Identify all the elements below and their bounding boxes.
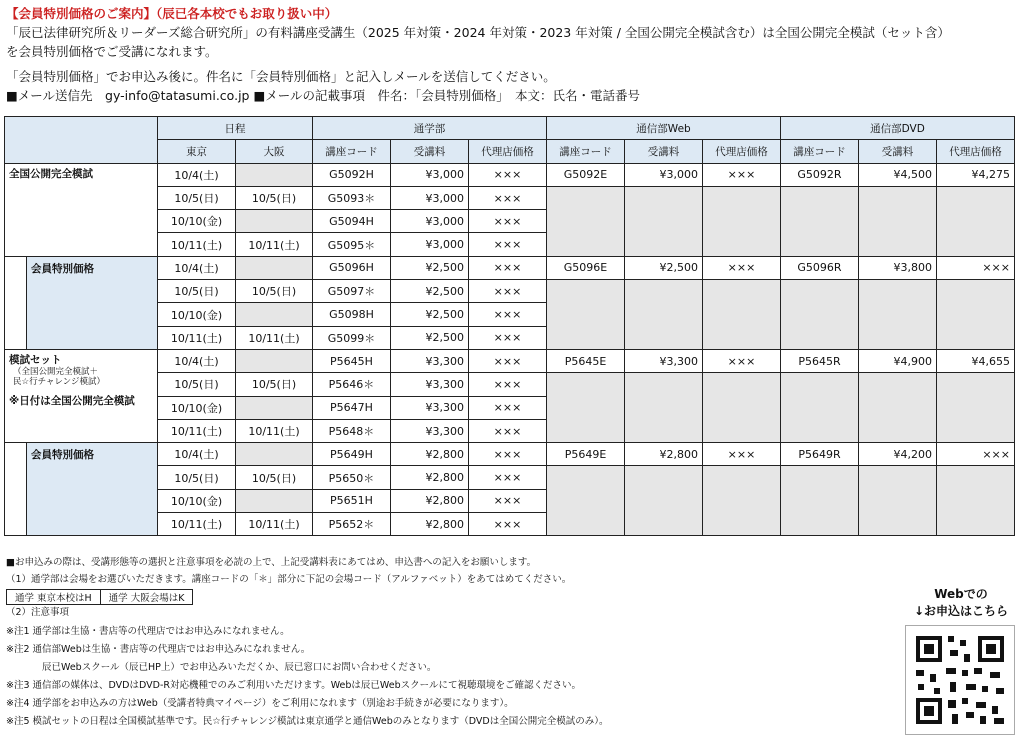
group-header: 通学部 [313,117,547,140]
tokyo-date: 10/10(金) [158,489,236,512]
agent-price: ××× [469,466,547,489]
empty-cell [547,280,625,350]
tokyo-date: 10/4(土) [158,443,236,466]
dvd-agent-price: ××× [937,443,1015,466]
web-agent-price: ××× [703,443,781,466]
member-price-label [27,256,158,349]
member-price-label [27,443,158,536]
note: 辰已Webスクール（辰已HP上）でお申込みいただくか、辰已窓口にお問い合わせください。 [42,662,437,673]
col-header: 代理店価格 [469,140,547,163]
dvd-agent-price: ¥4,275 [937,163,1015,186]
set-label [5,349,158,442]
empty-cell [781,186,859,256]
dvd-fee: ¥3,800 [859,256,937,279]
tokyo-date: 10/5(日) [158,373,236,396]
web-code: G5092E [547,163,625,186]
note: （1）通学部は会場をお選びいただきます。講座コードの「＊」部分に下記の会場コード（アルファベット）をあてはめてください。 [6,574,572,585]
agent-price: ××× [469,186,547,209]
note: ■お申込みの際は、受講形態等の選択と注意事項を必読の上で、上記受講料表にあてはめ、申込書への記入をお願いします。 [6,557,537,568]
web-agent-price: ××× [703,349,781,372]
venue-tokyo: 通学 東京本校はH [7,590,101,605]
course-code: P5649H [313,443,391,466]
qr-code-icon[interactable] [905,625,1015,735]
osaka-date: 10/5(日) [236,186,313,209]
agent-price: ××× [469,303,547,326]
col-header: 講座コード [313,140,391,163]
dvd-fee: ¥4,900 [859,349,937,372]
course-code: P5648＊ [313,419,391,442]
fee: ¥3,000 [391,186,469,209]
tokyo-date: 10/11(土) [158,419,236,442]
osaka-date: 10/11(土) [236,419,313,442]
agent-price: ××× [469,163,547,186]
venue-osaka: 通学 大阪会場はK [100,590,193,605]
agent-price: ××× [469,349,547,372]
fee: ¥2,500 [391,256,469,279]
dvd-agent-price: ××× [937,256,1015,279]
agent-price: ××× [469,210,547,233]
notice-line: を会員特別価格でご受講になれます。 [6,44,218,59]
note: （2）注意事項 [6,607,70,618]
indent-cell [5,443,27,536]
note: ※注4 通学部をお申込みの方はWeb（受講者特典マイページ）をご利用になれます（別途お手続きが必要になります）。 [6,698,514,709]
empty-cell [625,186,703,256]
col-header: 受講料 [859,140,937,163]
fee: ¥2,800 [391,489,469,512]
venue-code-table [6,589,193,605]
fee: ¥3,000 [391,233,469,256]
set-sub: （全国公開完全模試＋ [13,366,99,377]
osaka-date [236,256,313,279]
dvd-code: G5096R [781,256,859,279]
empty-cell [937,280,1015,350]
fee: ¥2,500 [391,326,469,349]
web-fee: ¥2,500 [625,256,703,279]
empty-cell [859,280,937,350]
osaka-date: 10/11(土) [236,326,313,349]
dvd-fee: ¥4,500 [859,163,937,186]
tokyo-date: 10/5(日) [158,280,236,303]
col-header: 代理店価格 [703,140,781,163]
agent-price: ××× [469,373,547,396]
fee: ¥3,300 [391,373,469,396]
fee: ¥3,000 [391,163,469,186]
mail-info: ■メール送信先 gy-info@tatasumi.co.jp ■メールの記載事項 件名：「会員特別価格」 本文：氏名・電話番号 [6,88,641,103]
empty-cell [547,186,625,256]
fee: ¥3,300 [391,349,469,372]
empty-cell [547,466,625,536]
col-header: 代理店価格 [937,140,1015,163]
fee: ¥2,500 [391,280,469,303]
course-code: G5094H [313,210,391,233]
dvd-agent-price: ¥4,655 [937,349,1015,372]
tokyo-date: 10/5(日) [158,186,236,209]
set-name: 模試セット [9,353,62,366]
empty-cell [781,466,859,536]
empty-cell [937,373,1015,443]
group-header: 通信部DVD [781,117,1015,140]
fee: ¥3,000 [391,210,469,233]
dvd-code: G5092R [781,163,859,186]
course-code: G5093＊ [313,186,391,209]
osaka-date: 10/5(日) [236,280,313,303]
fee: ¥2,800 [391,513,469,536]
course-code: G5095＊ [313,233,391,256]
agent-price: ××× [469,326,547,349]
web-code: P5645E [547,349,625,372]
web-code: P5649E [547,443,625,466]
fee: ¥2,800 [391,443,469,466]
course-code: P5652＊ [313,513,391,536]
empty-cell [859,373,937,443]
table-row [5,256,1015,279]
notice-title: 【会員特別価格のご案内】（辰已各本校でもお取り扱い中） [6,6,338,21]
dvd-code: P5649R [781,443,859,466]
tokyo-date: 10/4(土) [158,349,236,372]
osaka-date [236,396,313,419]
agent-price: ××× [469,233,547,256]
course-code: G5092H [313,163,391,186]
member-price-name: 会員特別価格 [31,449,94,462]
empty-cell [781,280,859,350]
empty-cell [703,186,781,256]
agent-price: ××× [469,280,547,303]
web-fee: ¥3,000 [625,163,703,186]
course-code: G5099＊ [313,326,391,349]
course-label [5,163,158,256]
web-apply-label: Webでの [934,587,988,601]
empty-cell [547,373,625,443]
osaka-date [236,443,313,466]
empty-cell [703,373,781,443]
table-row [5,443,1015,466]
empty-cell [937,186,1015,256]
tokyo-date: 10/11(土) [158,326,236,349]
agent-price: ××× [469,489,547,512]
group-header: 日程 [158,117,313,140]
web-fee: ¥3,300 [625,349,703,372]
tokyo-date: 10/10(金) [158,396,236,419]
osaka-date [236,210,313,233]
dvd-code: P5645R [781,349,859,372]
fee: ¥3,300 [391,419,469,442]
course-code: P5651H [313,489,391,512]
empty-cell [937,466,1015,536]
note: ※注1 通学部は生協・書店等の代理店ではお申込みになれません。 [6,626,290,637]
empty-cell [781,373,859,443]
col-header: 受講料 [391,140,469,163]
notice-line: 「会員特別価格」でお申込み後に。件名に「会員特別価格」と記入しメールを送信してください。 [6,69,556,84]
table-row [5,163,1015,186]
agent-price: ××× [469,396,547,419]
course-code: G5097＊ [313,280,391,303]
web-code: G5096E [547,256,625,279]
empty-cell [625,466,703,536]
web-fee: ¥2,800 [625,443,703,466]
course-name: 全国公開完全模試 [9,167,93,180]
tokyo-date: 10/4(土) [158,163,236,186]
agent-price: ××× [469,513,547,536]
fee: ¥3,300 [391,396,469,419]
empty-cell [703,280,781,350]
note: ※注3 通信部の媒体は、DVDはDVD-R対応機種でのみご利用いただけます。Webは辰已Webスクールにて視聴環境をご確認ください。 [6,680,581,691]
agent-price: ××× [469,256,547,279]
agent-price: ××× [469,419,547,442]
col-header: 講座コード [781,140,859,163]
empty-cell [625,373,703,443]
osaka-date [236,303,313,326]
course-code: G5096H [313,256,391,279]
web-agent-price: ××× [703,163,781,186]
osaka-date: 10/11(土) [236,233,313,256]
table-row [5,349,1015,372]
member-price-name: 会員特別価格 [31,262,94,275]
corner-cell [5,117,158,164]
empty-cell [859,466,937,536]
course-code: P5645H [313,349,391,372]
course-code: G5098H [313,303,391,326]
osaka-date [236,349,313,372]
osaka-date [236,163,313,186]
course-code: P5650＊ [313,466,391,489]
set-sub: 民☆行チャレンジ模試） [13,376,105,387]
col-header: 大阪 [236,140,313,163]
web-apply-label: ↓お申込はこちら [913,604,1009,618]
tokyo-date: 10/11(土) [158,233,236,256]
note: ※注5 模試セットの日程は全国模試基準です。民☆行チャレンジ模試は東京通学と通信Webのみとなります（DVDは全国公開完全模試のみ）。 [6,716,609,727]
agent-price: ××× [469,443,547,466]
web-agent-price: ××× [703,256,781,279]
price-table [4,116,1015,536]
col-header: 講座コード [547,140,625,163]
indent-cell [5,256,27,349]
osaka-date: 10/5(日) [236,373,313,396]
notice-line: 「辰已法律研究所＆リーダーズ総合研究所」の有料講座受講生（2025 年対策・2024 年対策・2023 年対策 / 全国公開完全模試含む）は全国公開完全模試（セット含） [6,25,950,40]
dvd-fee: ¥4,200 [859,443,937,466]
col-header: 受講料 [625,140,703,163]
tokyo-date: 10/10(金) [158,210,236,233]
course-code: P5647H [313,396,391,419]
osaka-date [236,489,313,512]
col-header: 東京 [158,140,236,163]
tokyo-date: 10/5(日) [158,466,236,489]
tokyo-date: 10/10(金) [158,303,236,326]
osaka-date: 10/11(土) [236,513,313,536]
empty-cell [703,466,781,536]
empty-cell [859,186,937,256]
fee: ¥2,800 [391,466,469,489]
group-header: 通信部Web [547,117,781,140]
set-note: ※日付は全国公開完全模試 [9,394,135,407]
fee: ¥2,500 [391,303,469,326]
note: ※注2 通信部Webは生協・書店等の代理店ではお申込みになれません。 [6,644,311,655]
osaka-date: 10/5(日) [236,466,313,489]
tokyo-date: 10/11(土) [158,513,236,536]
empty-cell [625,280,703,350]
tokyo-date: 10/4(土) [158,256,236,279]
course-code: P5646＊ [313,373,391,396]
